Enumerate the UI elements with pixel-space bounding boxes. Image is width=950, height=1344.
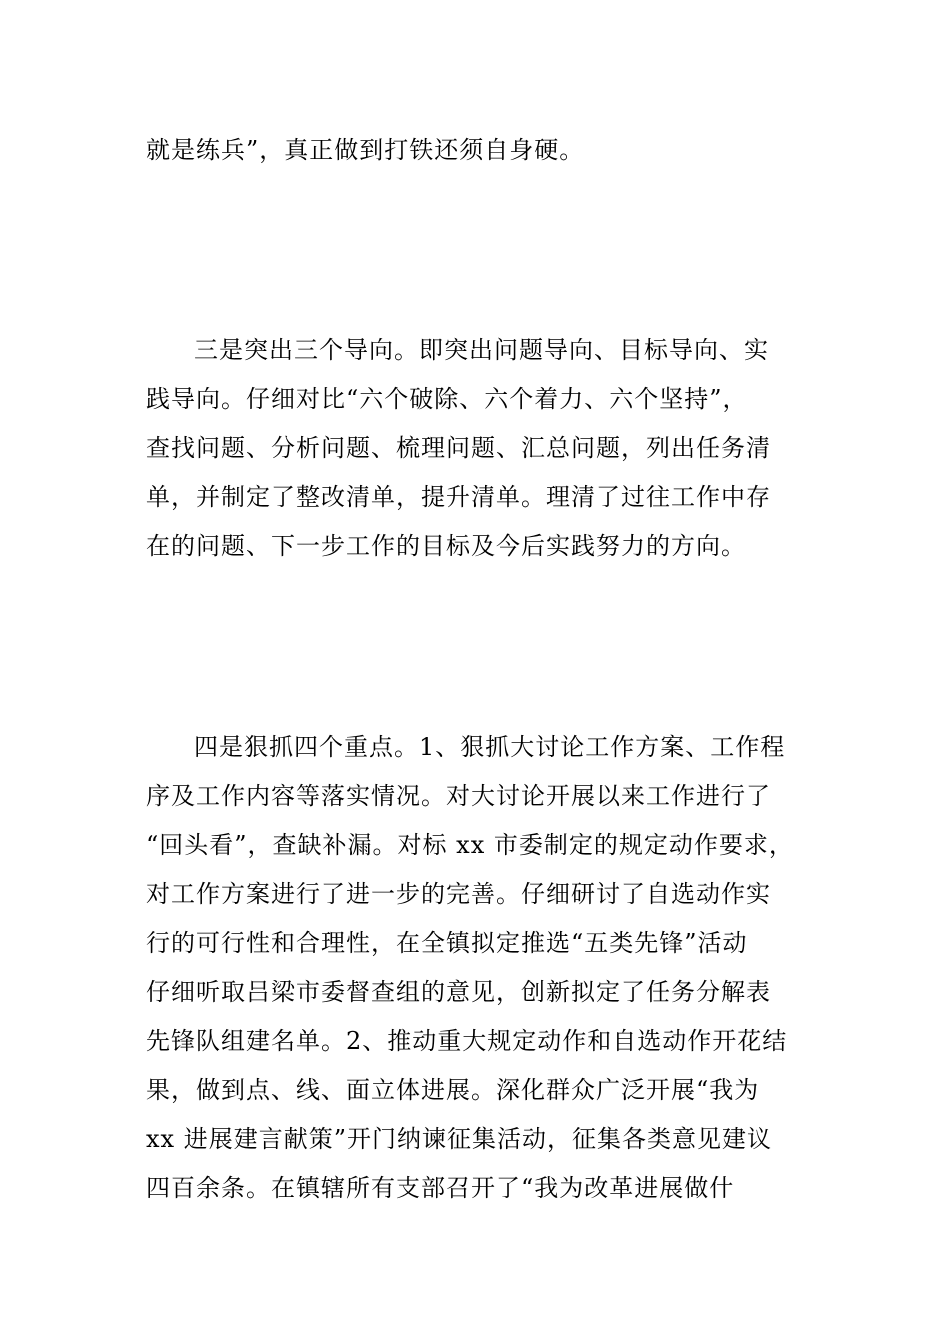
paragraph-four-line-4: 对工作方案进行了进一步的完善。仔细研讨了自选动作实 bbox=[146, 880, 771, 908]
paragraph-four-line-1: 四是狠抓四个重点。1、狠抓大讨论工作方案、工作程 bbox=[194, 733, 786, 761]
paragraph-four-line-6: 仔细听取吕梁市委督查组的意见，创新拟定了任务分解表 bbox=[146, 978, 771, 1006]
paragraph-four-line-5: 行的可行性和合理性，在全镇拟定推选“五类先锋”活动 bbox=[146, 929, 748, 957]
paragraph-four-line-2: 序及工作内容等落实情况。对大讨论开展以来工作进行了 bbox=[146, 782, 771, 810]
paragraph-four-line-8: 果，做到点、线、面立体进展。深化群众广泛开展“我为 bbox=[146, 1076, 760, 1104]
paragraph-four-line-7: 先锋队组建名单。2、推动重大规定动作和自选动作开花结 bbox=[146, 1027, 788, 1055]
paragraph-four-line-3: “回头看”，查缺补漏。对标 xx 市委制定的规定动作要求， bbox=[146, 831, 794, 859]
paragraph-three-line-1: 三是突出三个导向。即突出问题导向、目标导向、实 bbox=[194, 336, 769, 364]
paragraph-three-line-2: 践导向。仔细对比“六个破除、六个着力、六个坚持”， bbox=[146, 385, 748, 413]
paragraph-three-line-5: 在的问题、下一步工作的目标及今后实践努力的方向。 bbox=[146, 532, 746, 560]
paragraph-three-line-4: 单，并制定了整改清单，提升清单。理清了过往工作中存 bbox=[146, 483, 771, 511]
paragraph-three-line-3: 查找问题、分析问题、梳理问题、汇总问题，列出任务清 bbox=[146, 434, 771, 462]
paragraph-four-line-10: 四百余条。在镇辖所有支部召开了“我为改革进展做什 bbox=[146, 1174, 735, 1202]
paragraph-four-line-9: xx 进展建言献策”开门纳谏征集活动，征集各类意见建议 bbox=[146, 1125, 772, 1153]
paragraph-continuation-line-1: 就是练兵”，真正做到打铁还须自身硬。 bbox=[146, 136, 585, 164]
